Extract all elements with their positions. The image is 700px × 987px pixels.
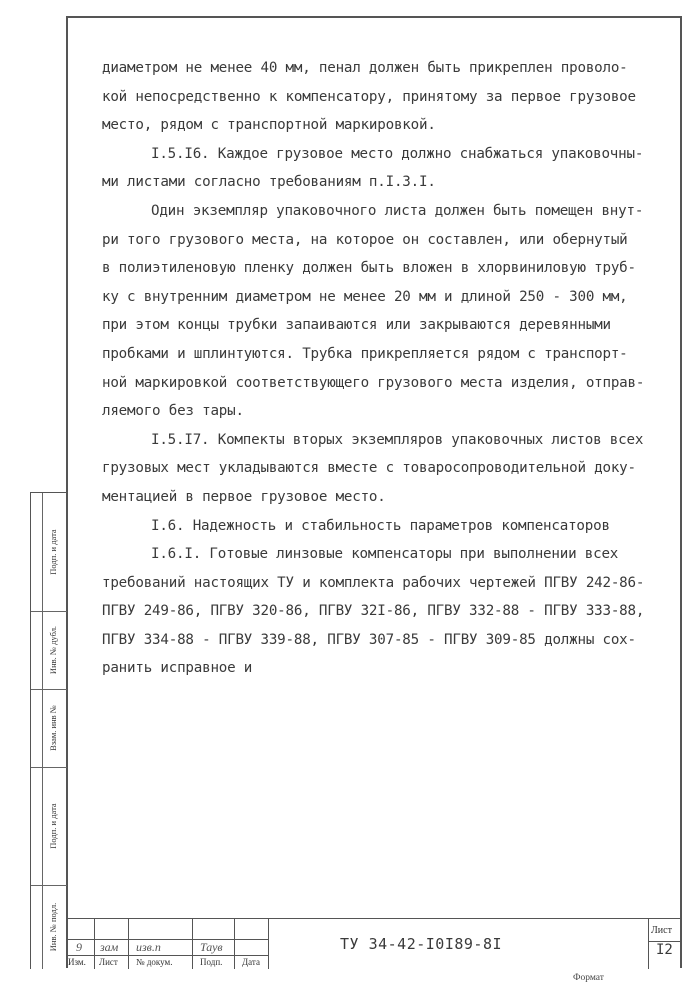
sheet-number: I2	[656, 942, 673, 958]
document-body	[102, 54, 662, 683]
text-line: ляемого без тары.	[102, 403, 244, 420]
side-label: Инв. № дубл.	[48, 625, 58, 675]
text-line: грузовых мест укладываются вместе с товаросопроводительной доку-	[102, 460, 636, 477]
text-line: ной маркировкой соответствующего грузового места изделия, отправ-	[102, 374, 645, 391]
document-number: ТУ 34-42-I0I89-8I	[340, 935, 503, 953]
text-line: в полиэтиленовую пленку должен быть вложен в хлорвиниловую труб-	[102, 260, 636, 277]
handwritten-entry: изв.п	[136, 940, 161, 954]
handwritten-entry: Таув	[200, 940, 223, 954]
stamp-header: Лист	[99, 957, 118, 967]
text-line: при этом концы трубки запаиваются или закрываются деревянными	[102, 317, 611, 334]
text-line: I.5.I7. Компекты вторых экземпляров упаковочных листов всех	[151, 431, 644, 448]
text-line: ку с внутренним диаметром не менее 20 мм и длиной 250 - 300 мм,	[102, 288, 628, 305]
text-line: пробками и шплинтуются. Трубка прикрепляется рядом с транспорт-	[102, 345, 628, 362]
text-line: кой непосредственно к компенсатору, принятому за первое грузовое	[102, 88, 636, 105]
stamp-divider	[648, 919, 649, 969]
handwritten-entry: 9	[76, 940, 82, 954]
stamp-header: Изм.	[68, 957, 86, 967]
stamp-header: Подп.	[200, 957, 223, 967]
text-line: Один экземпляр упаковочного листа должен быть помещен внут-	[151, 202, 644, 219]
format-label: Формат	[573, 973, 604, 983]
stamp-divider	[192, 919, 193, 969]
text-line: ми листами согласно требованиям п.I.3.I.	[102, 174, 436, 191]
page-frame-right	[680, 16, 682, 968]
stamp-divider	[268, 919, 269, 969]
text-line: требований настоящих ТУ и комплекта рабочих чертежей ПГВУ 242-86-	[102, 574, 645, 591]
text-line: I.5.I6. Каждое грузовое место должно снабжаться упаковочны-	[151, 145, 644, 162]
text-line: диаметром не менее 40 мм, пенал должен быть прикреплен проволо-	[102, 60, 628, 76]
text-line: ранить исправное и	[102, 660, 253, 677]
side-label: Взам. инв №	[48, 705, 58, 751]
stamp-header: № докум.	[136, 957, 173, 967]
stamp-divider	[128, 919, 129, 969]
text-line: ментацией в первое грузовое место.	[102, 488, 386, 505]
page-frame-top	[68, 16, 680, 18]
handwritten-entry: зам	[100, 940, 119, 954]
stamp-header: Дата	[242, 957, 260, 967]
text-line: I.6.I. Готовые линзовые компенсаторы при выполнении всех	[151, 546, 619, 563]
section-heading: I.6. Надежность и стабильность параметров компенсаторов	[151, 517, 610, 534]
stamp-rule	[66, 939, 268, 940]
sheet-label: Лист	[651, 925, 672, 936]
text-line: ПГВУ 249-86, ПГВУ 320-86, ПГВУ 32I-86, ПГВУ 332-88 - ПГВУ 333-88,	[102, 603, 645, 620]
stamp-divider	[234, 919, 235, 969]
stamp-rule	[66, 955, 268, 956]
stamp-divider	[94, 919, 95, 969]
text-line: ри того грузового места, на которое он составлен, или обернутый	[102, 231, 628, 248]
text-line: место, рядом с транспортной маркировкой.	[102, 117, 436, 134]
side-label: Инв. № подл.	[48, 902, 58, 952]
side-label: Подп. и дата	[48, 803, 58, 849]
side-strip	[30, 492, 67, 969]
side-label: Подп. и дата	[48, 529, 58, 575]
text-line: ПГВУ 334-88 - ПГВУ 339-88, ПГВУ 307-85 - ПГВУ 309-85 должны сох-	[102, 631, 636, 648]
